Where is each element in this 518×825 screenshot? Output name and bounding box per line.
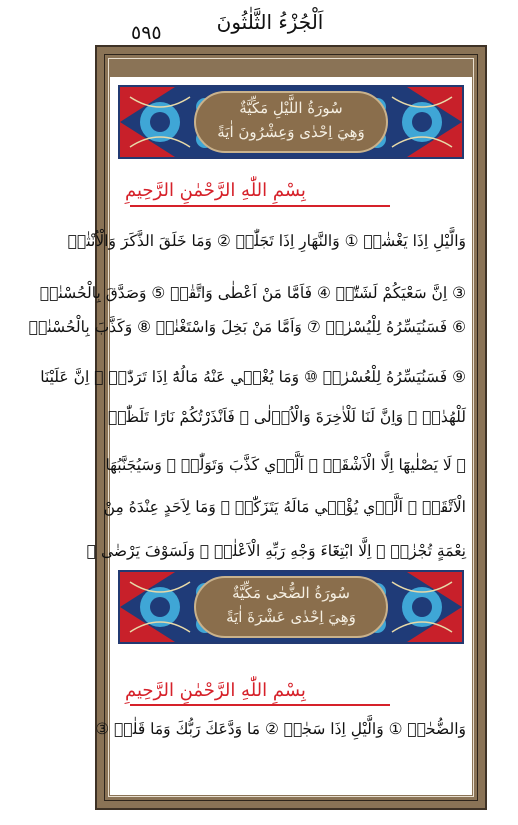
surah-header-banner [118,85,464,159]
surah-title-cartouche [194,576,388,638]
surah-name: سُورَةُ الضُّحٰى مَكِّيَّةٌ [232,584,350,602]
basmala: بِسْمِ اللّٰهِ الرَّحْمٰنِ الرَّحِيمِ [125,680,306,701]
surah-title-cartouche [194,91,388,153]
juz-title: اَلْجُزْءُ الثَّلٰثُونَ [216,10,324,34]
verse-line: وَالَّيْلِ اِذَا يَغْشٰىۙ ① وَالنَّهَارِ اِذَا تَجَلّٰىۙ ② وَمَا خَلَقَ الذَّكَرَ وَالْاُنْثٰىۙ [67,232,466,250]
verse-line: الْاَتْقَىۙ ⑰ اَلَّذ۪ي يُؤْت۪ي مَالَهُ يَتَزَكّٰىۚ ⑱ وَمَا لِاَحَدٍ عِنْدَهُ مِنْ [103,498,466,516]
verse-line: نِعْمَةٍ تُجْزٰىۙ ⑲ اِلَّا ابْتِغَٓاءَ وَجْهِ رَبِّهِ الْاَعْلٰىۚ ⑳ وَلَسَوْفَ يَرْضٰى ㉑ [86,542,466,560]
surah-header-banner [118,570,464,644]
verse-line: وَالضُّحٰىۙ ① وَالَّيْلِ اِذَا سَجٰىۙ ② مَا وَدَّعَكَ رَبُّكَ وَمَا قَلٰىۜ ③ [95,720,466,738]
verse-line: ⑭ لَا يَصْلٰيهَٓا اِلَّا الْاَشْقَىۙ ⑮ اَلَّذ۪ي كَذَّبَ وَتَوَلّٰىۜ ⑯ وَسَيُجَنَّبُهَا [105,456,466,474]
verse-line: لَلْهُدٰىۘ ⑫ وَاِنَّ لَنَا لَلْاٰخِرَةَ وَالْاُو۫لٰى ⑬ فَاَنْذَرْتُكُمْ نَارًا تَلَظّٰىۚ [108,408,466,426]
verse-line: ③ اِنَّ سَعْيَكُمْ لَشَتّٰىۜ ④ فَاَمَّا مَنْ اَعْطٰى وَاتَّقٰىۙ ⑤ وَصَدَّقَ بِالْحُسْنٰىۙ [39,284,466,302]
verse-line: ⑥ فَسَنُيَسِّرُهُ لِلْيُسْرٰىۜ ⑦ وَاَمَّا مَنْ بَخِلَ وَاسْتَغْنٰىۙ ⑧ وَكَذَّبَ بِالْحُسْنٰىۙ [28,318,466,336]
surah-name: سُورَةُ اللَّيْلِ مَكِّيَّةٌ [239,99,343,117]
basmala-underline [130,205,390,207]
basmala: بِسْمِ اللّٰهِ الرَّحْمٰنِ الرَّحِيمِ [125,180,306,201]
basmala-underline [130,704,390,706]
surah-verses-info: وَهِيَ اِحْدٰى عَشْرَةَ اٰيَةً [226,608,356,626]
verse-line: ⑨ فَسَنُيَسِّرُهُ لِلْعُسْرٰىۜ ⑩ وَمَا يُغْن۪ي عَنْهُ مَالُهُٓ اِذَا تَرَدّٰىۜ ⑪ اِنَّ عَلَيْنَا [40,368,466,386]
page-number: ٥٩٥ [131,22,162,44]
surah-verses-info: وَهِيَ اِحْدٰى وَعِشْرُونَ اٰيَةً [217,123,365,141]
